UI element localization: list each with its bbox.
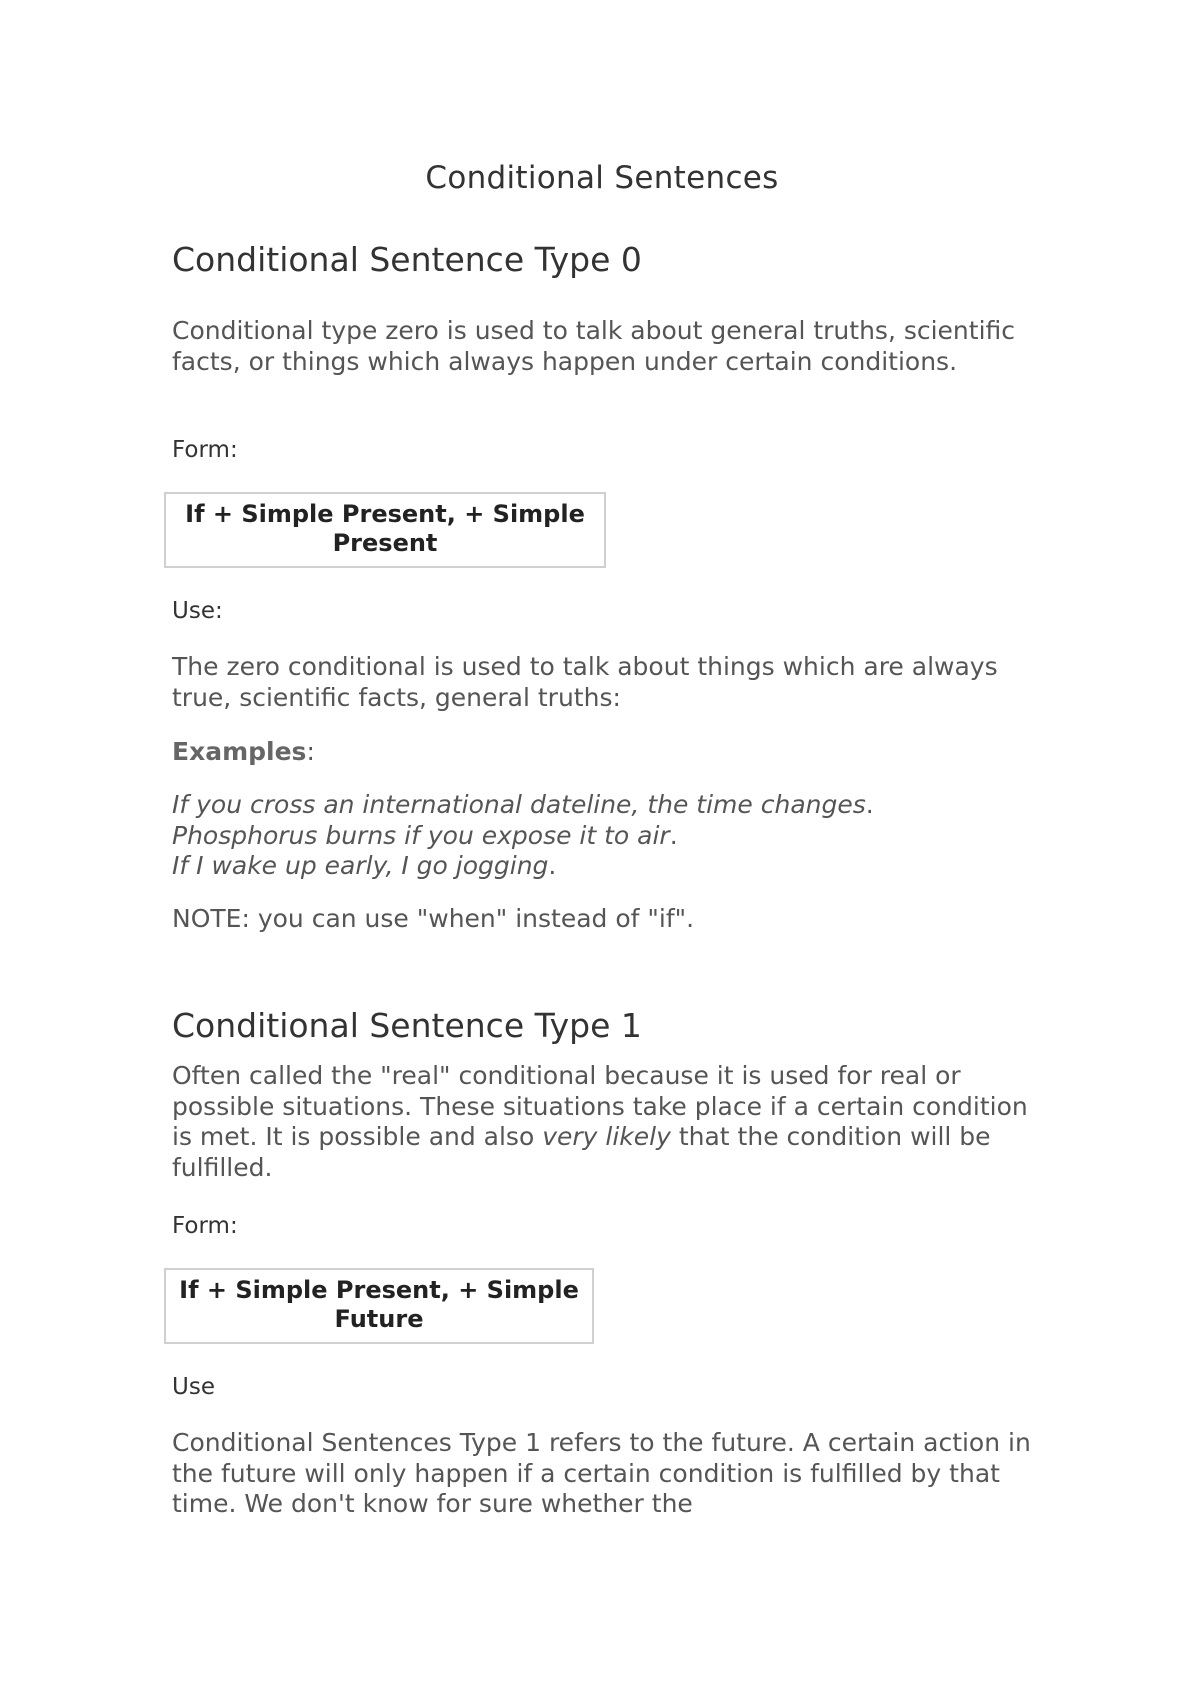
document-title: Conditional Sentences <box>425 160 779 196</box>
type0-use-text: The zero conditional is used to talk about things which are always true, scientific facts, general truths: <box>172 652 998 712</box>
type0-examples-label <box>172 737 1032 767</box>
type1-use-label: Use <box>172 1374 215 1400</box>
type0-heading: Conditional Sentence Type 0 <box>172 240 642 279</box>
type1-formula-box <box>164 1268 594 1344</box>
examples-colon: : <box>306 737 315 766</box>
type0-form-label: Form: <box>172 437 238 463</box>
type0-note: NOTE: you can use "when" instead of "if". <box>172 904 695 933</box>
type0-intro: Conditional type zero is used to talk about general truths, scientific facts, or things which always happen under certain conditions. <box>172 316 1016 376</box>
type0-formula: If + Simple Present, + Simple Present <box>185 500 585 557</box>
type1-form-label: Form: <box>172 1213 238 1239</box>
type1-intro: Often called the "real" conditional because it is used for real or possible situations. These situations take place if a certain condition is met. It is possible and also very likely that the condition will be fulfilled. <box>172 1061 1028 1182</box>
type1-use-text: Conditional Sentences Type 1 refers to the future. A certain action in the future will only happen if a certain condition is fulfilled by that time. We don't know for sure whether the <box>172 1428 1031 1518</box>
example-item: Phosphorus burns if you expose it to air. <box>172 820 678 850</box>
type0-examples-list <box>172 790 1032 882</box>
type1-formula: If + Simple Present, + Simple Future <box>179 1276 579 1333</box>
type1-heading: Conditional Sentence Type 1 <box>172 1006 642 1045</box>
type0-use-label: Use: <box>172 598 223 624</box>
type1-intro-emphasis: very likely <box>542 1122 671 1151</box>
examples-heading: Examples <box>172 737 307 766</box>
type0-formula-box <box>164 492 606 568</box>
example-item: If I wake up early, I go jogging. <box>172 851 557 880</box>
example-item: If you cross an international dateline, the time changes. <box>172 790 874 819</box>
